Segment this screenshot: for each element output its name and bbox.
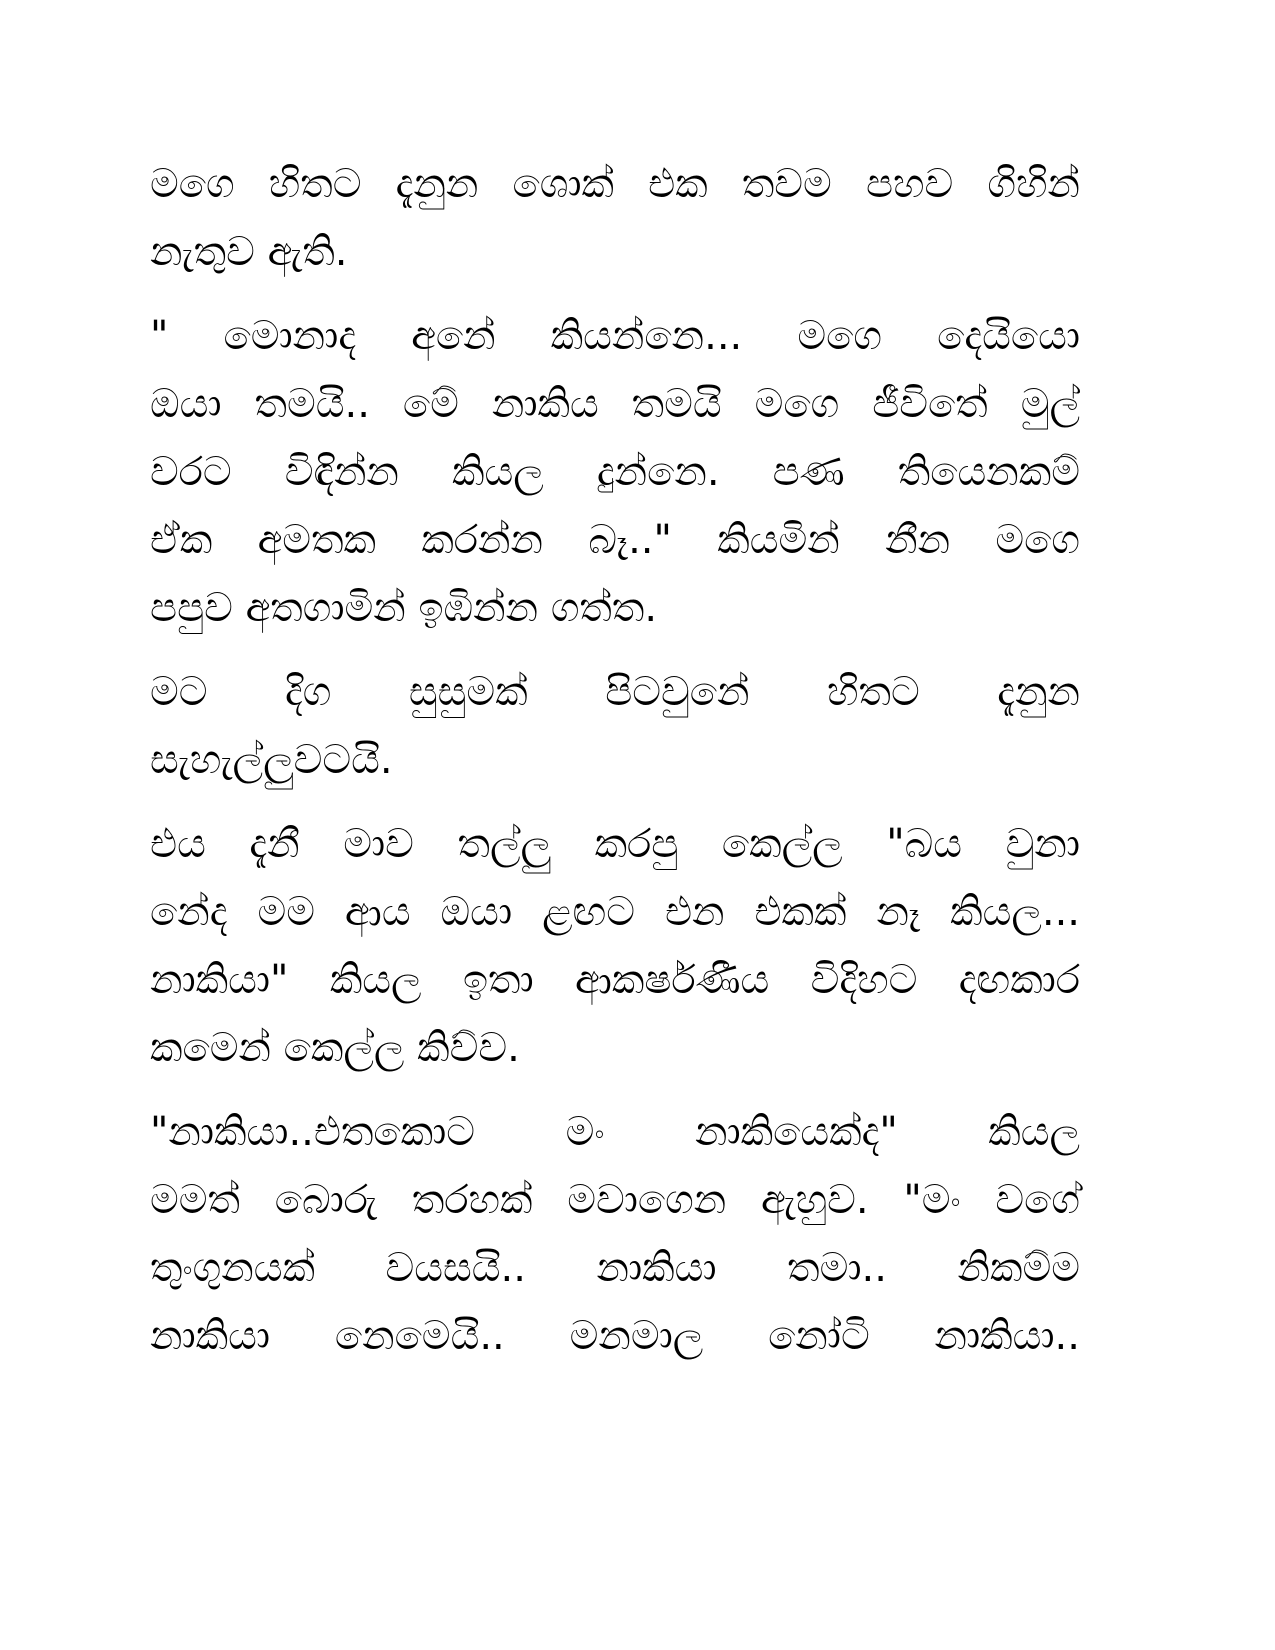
text-line: මගෙ හිතට දැනුන ශොක් එක තවම පහව ගිහින් xyxy=(150,161,1080,207)
text-line: තුංගුනයක් වයසයි.. නාකියා තමා.. නිකම්ම xyxy=(150,1245,1080,1291)
text-line: නේද මම ආය ඔයා ළඟට එන එකක් නෑ කියල... xyxy=(150,889,1080,935)
text-line: නාකියා නෙමෙයි.. මනමාල නෝටි නාකියා.. xyxy=(150,1313,1080,1359)
paragraph-2 xyxy=(150,302,1080,642)
body-text xyxy=(150,150,1080,1386)
paragraph-4 xyxy=(150,810,1080,1082)
text-line: කමෙන් කෙල්ල කිව්ව. xyxy=(150,1025,520,1071)
paragraph-3 xyxy=(150,658,1080,794)
text-line: ඔයා තමයි.. මේ නාකිය තමයි මගෙ ජීවිතේ මුල් xyxy=(150,381,1080,427)
text-line: " මොනාද අනේ කියන්නෙ... මගෙ දෙයියො xyxy=(150,313,1080,359)
text-line: මට දිග සුසුමක් පිටවුනේ හිතට දැනුන xyxy=(150,669,1080,715)
text-line: එය දැනී මාව තල්ලු කරපු කෙල්ල "බය වුනා xyxy=(150,821,1080,867)
paragraph-5 xyxy=(150,1098,1080,1370)
text-line: ඒක අමතක කරන්න බෑ.." කියමින් නීන මගෙ xyxy=(150,517,1080,563)
text-line: "නාකියා..එතකොට මං නාකියෙක්ද" කියල xyxy=(150,1109,1080,1155)
paragraph-1 xyxy=(150,150,1080,286)
text-line: මමත් බොරු තරහක් මවාගෙන ඇහුව. "මං වගේ xyxy=(150,1177,1080,1223)
text-line: පපුව අතගාමින් ඉඹින්න ගත්ත. xyxy=(150,585,658,631)
text-line: සැහැල්ලුවටයි. xyxy=(150,737,393,783)
text-line: නාකියා" කියල ඉතා ආකර්ෂණීය විදිහට දඟකාර xyxy=(150,957,1080,1003)
text-line: නැතුව ඇති. xyxy=(150,229,348,275)
text-line: වරට විඳින්න කියල දුන්නෙ. පණ තියෙනකම් xyxy=(150,449,1080,495)
